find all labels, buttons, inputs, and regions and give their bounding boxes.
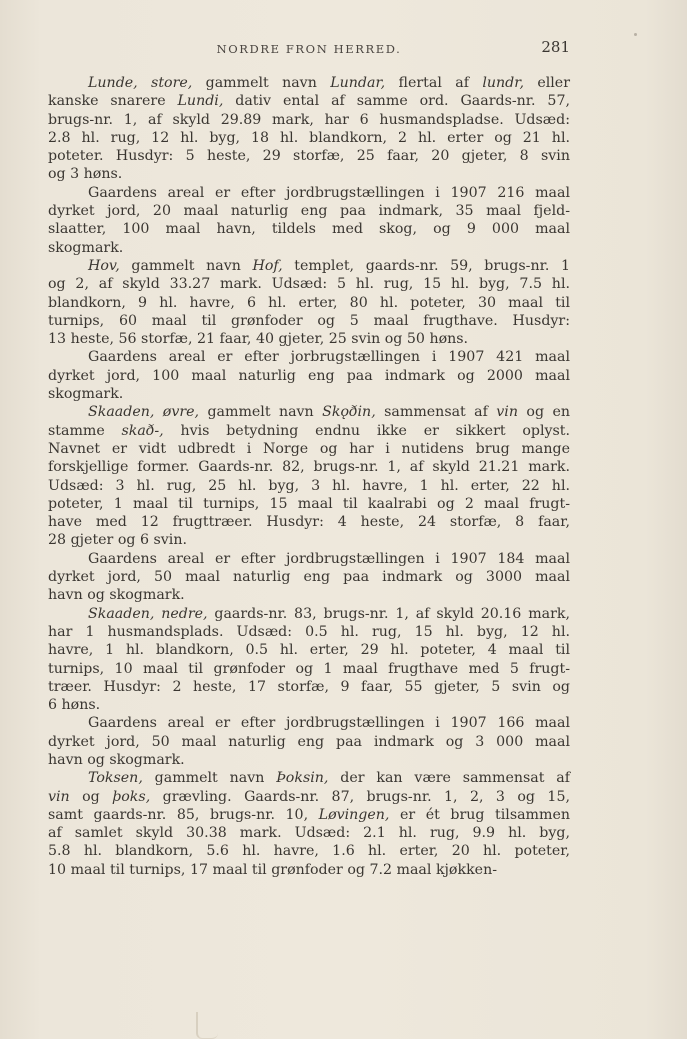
text-run: og en xyxy=(518,404,570,421)
text-run: Gaardens areal er efter jordbrugstællingen i 1907 166 maal xyxy=(88,715,570,732)
text-run: har 1 husmandsplads. Udsæd: 0.5 hl. rug, 15 hl. byg, 12 hl. xyxy=(48,623,570,640)
italic-term: vin xyxy=(496,404,518,421)
text-run: turnips, 10 maal til grønfoder og 1 maal frugthave med 5 frugt- xyxy=(48,660,570,677)
body-text xyxy=(48,74,570,879)
text-run: samt gaards-nr. 85, brugs-nr. 10, xyxy=(48,806,319,823)
text-line xyxy=(48,92,570,110)
text-line xyxy=(48,422,570,440)
running-head: NORDRE FRON HERRED. xyxy=(216,42,402,56)
text-line xyxy=(48,568,570,586)
text-run: gammelt navn xyxy=(142,770,277,787)
text-line xyxy=(48,403,570,421)
italic-term: skað-, xyxy=(121,422,164,439)
italic-term: Lundi, xyxy=(177,93,224,110)
text-run: poteter, 1 maal til turnips, 15 maal til kaalrabi og 2 maal frugt- xyxy=(48,495,570,512)
text-run: stamme xyxy=(48,422,122,439)
text-line xyxy=(48,111,570,129)
text-line xyxy=(48,129,570,147)
text-run: dativ ental af samme ord. Gaards-nr. 57, xyxy=(223,93,570,110)
text-line xyxy=(48,513,570,531)
text-line xyxy=(48,605,570,623)
text-run: Gaardens areal er efter jordbrugstællingen i 1907 184 maal xyxy=(88,550,570,567)
text-line xyxy=(48,184,570,202)
text-run: flertal af xyxy=(385,75,483,91)
text-run: Udsæd: 3 hl. rug, 25 hl. byg, 3 hl. havre, 1 hl. erter, 22 hl. xyxy=(48,477,570,494)
italic-term: Løvingen, xyxy=(318,806,390,823)
text-run: 5.8 hl. blandkorn, 5.6 hl. havre, 1.6 hl. erter, 20 hl. poteter, xyxy=(48,843,570,860)
text-run: have med 12 frugttræer. Husdyr: 4 heste, 24 storfæ, 8 faar, xyxy=(48,514,570,531)
text-line xyxy=(48,385,570,403)
text-line xyxy=(48,367,570,385)
text-run: Gaardens areal er efter jordbrugstællingen i 1907 216 maal xyxy=(88,184,570,201)
text-run: af samlet skyld 30.38 mark. Udsæd: 2.1 hl. rug, 9.9 hl. byg, xyxy=(48,825,570,842)
text-line xyxy=(48,458,570,476)
text-line xyxy=(48,696,570,714)
text-run: forskjellige former. Gaards-nr. 82, brugs-nr. 1, af skyld 21.21 mark. xyxy=(48,459,570,476)
text-line xyxy=(48,220,570,238)
text-run: dyrket jord, 50 maal naturlig eng paa indmark og 3000 maal xyxy=(48,569,570,586)
text-run: poteter. Husdyr: 5 heste, 29 storfæ, 25 faar, 20 gjeter, 8 svin xyxy=(48,148,570,165)
text-run: 13 heste, 56 storfæ, 21 faar, 40 gjeter, 25 svin og 50 høns. xyxy=(48,331,469,348)
text-line xyxy=(48,733,570,751)
text-line xyxy=(48,769,570,787)
text-line xyxy=(48,824,570,842)
italic-term: Skaaden, nedre, xyxy=(88,605,208,622)
text-run: slaatter, 100 maal havn, tildels med skog, og 9 000 maal xyxy=(48,221,570,238)
text-run: havn og skogmark. xyxy=(48,751,185,768)
text-line xyxy=(48,312,570,330)
text-run: skogmark. xyxy=(48,239,124,256)
text-run: havre, 1 hl. blandkorn, 0.5 hl. erter, 29 hl. poteter, 4 maal til xyxy=(48,642,570,659)
text-line xyxy=(48,788,570,806)
text-line xyxy=(48,641,570,659)
text-run: gammelt navn xyxy=(192,75,331,91)
paper-smudge xyxy=(196,1012,218,1039)
text-line xyxy=(48,531,570,549)
text-line xyxy=(48,806,570,824)
text-run: havn og skogmark. xyxy=(48,587,185,604)
italic-term: Skaaden, øvre, xyxy=(88,404,200,421)
text-line xyxy=(48,550,570,568)
text-run: eller xyxy=(523,75,570,91)
text-run: 10 maal til turnips, 17 maal til grønfoder og 7.2 maal kjøkken- xyxy=(48,861,497,878)
text-run: brugs-nr. 1, af skyld 29.89 mark, har 6 husmandspladse. Udsæd: xyxy=(48,111,570,128)
italic-term: Lundar, xyxy=(330,75,386,91)
text-line xyxy=(48,165,570,183)
text-run: gammelt navn xyxy=(119,257,253,274)
text-run: hvis betydning endnu ikke er sikkert oplyst. xyxy=(163,422,570,439)
page-header xyxy=(48,38,570,62)
text-line xyxy=(48,257,570,275)
italic-term: Lunde, store, xyxy=(88,75,193,91)
text-run: dyrket jord, 50 maal naturlig eng paa indmark og 3 000 maal xyxy=(48,733,570,750)
text-run: grævling. Gaards-nr. 87, brugs-nr. 1, 2, 3 og 15, xyxy=(150,788,570,805)
text-line xyxy=(48,348,570,366)
italic-term: vin xyxy=(48,788,70,805)
text-run: skogmark. xyxy=(48,386,124,403)
italic-term: Hov, xyxy=(88,257,120,274)
italic-term: Skǫðin, xyxy=(322,404,376,421)
italic-term: lundr, xyxy=(482,75,524,91)
text-line xyxy=(48,275,570,293)
text-run: og 2, af skyld 33.27 mark. Udsæd: 5 hl. rug, 15 hl. byg, 7.5 hl. xyxy=(48,276,570,293)
text-run: 28 gjeter og 6 svin. xyxy=(48,532,187,549)
text-line xyxy=(48,147,570,165)
text-run: dyrket jord, 20 maal naturlig eng paa indmark, 35 maal fjeld- xyxy=(48,203,570,220)
text-line xyxy=(48,751,570,769)
text-run: blandkorn, 9 hl. havre, 6 hl. erter, 80 hl. poteter, 30 maal til xyxy=(48,294,570,311)
italic-term: þoks, xyxy=(112,788,151,805)
text-run: der kan være sammensat af xyxy=(328,770,570,787)
text-line xyxy=(48,660,570,678)
text-line xyxy=(48,861,570,879)
italic-term: Hof, xyxy=(252,257,283,274)
text-line xyxy=(48,586,570,604)
text-line xyxy=(48,74,570,92)
text-line xyxy=(48,477,570,495)
text-run: gaards-nr. 83, brugs-nr. 1, af skyld 20.16 mark, xyxy=(207,605,570,622)
text-line xyxy=(48,330,570,348)
text-run: er ét brug tilsammen xyxy=(389,806,570,823)
text-line xyxy=(48,294,570,312)
text-run: gammelt navn xyxy=(199,404,323,421)
text-run: træer. Husdyr: 2 heste, 17 storfæ, 9 faar, 55 gjeter, 5 svin og xyxy=(48,678,570,695)
text-run: og xyxy=(69,788,113,805)
text-run: og 3 høns. xyxy=(48,166,123,183)
paper-speck xyxy=(634,33,637,36)
text-run: Gaardens areal er efter jorbrugstællingen i 1907 421 maal xyxy=(88,349,570,366)
text-run: Navnet er vidt udbredt i Norge og har i nutidens brug mange xyxy=(48,440,570,457)
text-run: sammensat af xyxy=(375,404,497,421)
text-line xyxy=(48,202,570,220)
italic-term: Toksen, xyxy=(88,770,143,787)
text-line xyxy=(48,623,570,641)
text-run: 2.8 hl. rug, 12 hl. byg, 18 hl. blandkorn, 2 hl. erter og 21 hl. xyxy=(48,129,570,146)
text-run: dyrket jord, 100 maal naturlig eng paa indmark og 2000 maal xyxy=(48,367,570,384)
text-run: 6 høns. xyxy=(48,697,101,714)
text-line xyxy=(48,239,570,257)
text-run: turnips, 60 maal til grønfoder og 5 maal frugthave. Husdyr: xyxy=(48,312,570,329)
text-line xyxy=(48,495,570,513)
text-line xyxy=(48,714,570,732)
italic-term: Þoksin, xyxy=(276,770,329,787)
text-run: templet, gaards-nr. 59, brugs-nr. 1 xyxy=(282,257,570,274)
text-line xyxy=(48,678,570,696)
page-number: 281 xyxy=(541,38,570,56)
text-line xyxy=(48,440,570,458)
text-line xyxy=(48,842,570,860)
text-run: kanske snarere xyxy=(48,93,178,110)
